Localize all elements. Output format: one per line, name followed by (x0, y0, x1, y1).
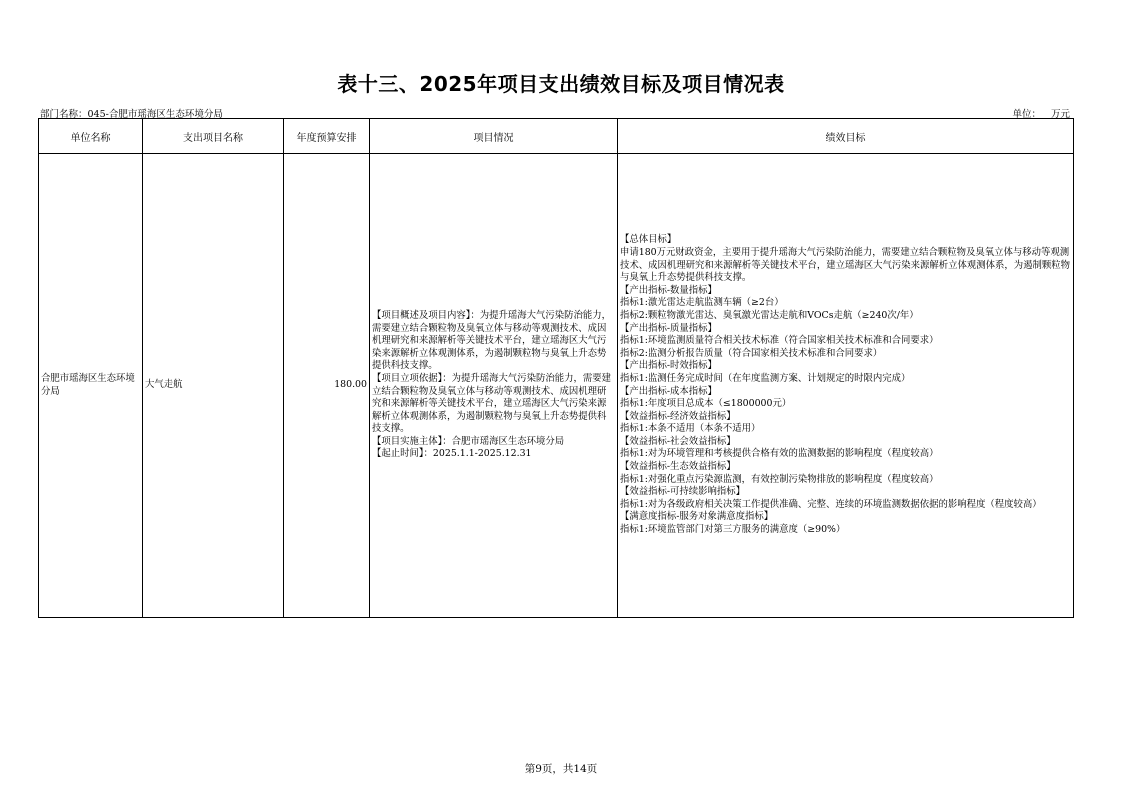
cell-unit-name: 合肥市瑶海区生态环境分局 (39, 154, 143, 618)
header-unit-name: 单位名称 (39, 119, 143, 154)
cell-project-info (370, 154, 618, 618)
goal-line: 指标1:监测任务完成时间（在年度监测方案、计划规定的时限内完成） (620, 372, 911, 384)
goal-line: 【效益指标-生态效益指标】 (620, 461, 736, 473)
table-header-row (39, 119, 1074, 154)
goal-line: 【效益指标-经济效益指标】 (620, 410, 736, 422)
header-performance-goals: 绩效目标 (618, 119, 1074, 154)
goal-line: 申请180万元财政资金，主要用于提升瑶海大气污染防治能力，需要建立结合颗粒物及臭氧立体与移动等观测技术、成因机理研究和来源解析等关键技术平台，建立瑶海区大气污染来源解析立体观测体系，为遏制颗粒物与臭氧上升态势提供科技支撑。 (620, 246, 1071, 284)
goal-line: 【效益指标-可持续影响指标】 (620, 486, 746, 498)
goal-line: 指标1:环境监管部门对第三方服务的满意度（≥90%） (620, 524, 846, 536)
goal-line: 【满意度指标-服务对象满意度指标】 (620, 511, 774, 523)
project-info-implementer: 【项目实施主体】：合肥市瑶海区生态环境分局 (372, 435, 565, 447)
cell-project-name: 大气走航 (143, 154, 284, 618)
goal-line: 指标1:激光雷达走航监测车辆（≥2台） (620, 297, 784, 309)
goal-line: 【产出指标-时效指标】 (620, 360, 717, 372)
cell-budget: 180.00 (284, 154, 370, 618)
goal-line: 【效益指标-社会效益指标】 (620, 435, 736, 447)
department-label: 部门名称：045-合肥市瑶海区生态环境分局 (40, 109, 223, 120)
project-info-period: 【起止时间】：2025.1.1-2025.12.31 (372, 448, 532, 460)
page-footer: 第9页，共14页 (524, 763, 598, 775)
header-project-name: 支出项目名称 (143, 119, 284, 154)
performance-table (38, 118, 1074, 618)
unit-label: 单位： (1012, 109, 1041, 120)
goal-line: 【总体目标】 (620, 234, 677, 246)
page-title: 表十三、2025年项目支出绩效目标及项目情况表 (337, 72, 785, 96)
header-budget: 年度预算安排 (284, 119, 370, 154)
goal-line: 指标1:年度项目总成本（≤1800000元） (620, 398, 792, 410)
unit-value: 万元 (1050, 109, 1070, 120)
goal-line: 指标2:监测分析报告质量（符合国家相关技术标准和合同要求） (620, 347, 883, 359)
goal-line: 【产出指标-成本指标】 (620, 385, 717, 397)
goal-line: 指标2:颗粒物激光雷达、臭氧激光雷达走航和VOCs走航（≥240次/年） (620, 309, 919, 321)
goal-line: 指标1:对强化重点污染源监测，有效控制污染物排放的影响程度（程度较高） (620, 473, 939, 485)
goal-line: 指标1:对为各级政府相关决策工作提供准确、完整、连续的环境监测数据依据的影响程度（程度较高） (620, 498, 1042, 510)
goal-line: 指标1:环境监测质量符合相关技术标准（符合国家相关技术标准和合同要求） (620, 335, 939, 347)
cell-performance-goals (618, 154, 1074, 618)
project-info-basis: 【项目立项依据】：为提升瑶海大气污染防治能力，需要建立结合颗粒物及臭氧立体与移动等观测技术、成因机理研究和来源解析等关键技术平台，建立瑶海区大气污染来源解析立体观测体系，为遏制颗粒物与臭氧上升态势提供科技支撑。 (372, 372, 612, 435)
table-row (39, 154, 1074, 618)
header-project-info: 项目情况 (370, 119, 618, 154)
goal-line: 【产出指标-质量指标】 (620, 322, 717, 334)
project-info-overview: 【项目概述及项目内容】：为提升瑶海大气污染防治能力，需要建立结合颗粒物及臭氧立体与移动等观测技术、成因机理研究和来源解析等关键技术平台，建立瑶海区大气污染来源解析立体观测体系，为遏制颗粒物与臭氧上升态势提供科技支撑。 (372, 309, 612, 372)
goal-line: 指标1:本条不适用（本条不适用） (620, 423, 761, 435)
goal-line: 【产出指标-数量指标】 (620, 284, 717, 296)
goal-line: 指标1:对为环境管理和考核提供合格有效的监测数据的影响程度（程度较高） (620, 448, 939, 460)
